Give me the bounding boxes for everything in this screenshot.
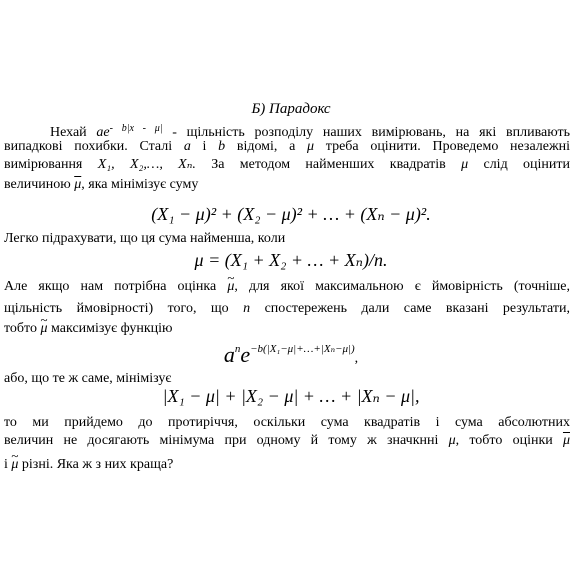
p2-text: , для якої максимальною є ймовірність (точніше, bbox=[234, 279, 571, 294]
p2-text: щільність ймовірності) того, що bbox=[4, 301, 229, 316]
p3-line2 bbox=[4, 432, 570, 450]
p2-text: максимізує функцію bbox=[51, 321, 173, 336]
p2-line1 bbox=[4, 278, 570, 296]
n-symbol: n bbox=[243, 301, 251, 316]
p3-text: , тобто оцінки bbox=[455, 433, 553, 448]
p2-text: тобто bbox=[4, 321, 37, 336]
p1-text: вимірювання bbox=[4, 157, 83, 172]
formula3-comma: , bbox=[354, 351, 359, 366]
p2-text: спостережень дали саме вказані результати, bbox=[264, 301, 571, 316]
mu-tilde-symbol: ~ μ bbox=[41, 320, 48, 338]
p1-line4 bbox=[4, 176, 582, 194]
formula-sum-squares: (X₁ − μ)² + (X₂ − μ)² + … + (Xₙ − μ)². bbox=[151, 204, 431, 224]
p1-line2 bbox=[4, 138, 570, 156]
formula-likelihood bbox=[0, 340, 582, 368]
p1-line3 bbox=[4, 156, 570, 174]
mu-bar-symbol: $\overline{\mu}$ bbox=[74, 177, 82, 192]
formula3-exponent: −b(|X₁−μ|+…+|Xₙ−μ|) bbox=[250, 343, 355, 355]
formula3-e: e bbox=[240, 342, 251, 367]
p2-line3 bbox=[4, 320, 582, 338]
p2-line2 bbox=[4, 300, 570, 318]
measurement-vars: X₁, X₂,…, Xₙ. bbox=[97, 157, 196, 172]
p3-line1: то ми прийдемо до протиріччя, оскільки сума квадратів і сума абсолютних bbox=[4, 415, 570, 430]
formula3-power: n bbox=[234, 343, 241, 355]
mu-tilde-symbol: ~ μ bbox=[11, 456, 18, 474]
p1-text: випадкові похибки. Сталі bbox=[4, 139, 173, 154]
p1-text: відомі, а bbox=[236, 139, 296, 154]
mu-symbol: μ bbox=[307, 139, 315, 154]
formula3-base: a bbox=[223, 342, 235, 367]
formula-mean: μ = (X₁ + X₂ + … + Xₙ)/n. bbox=[194, 250, 388, 270]
p1-text: - щільність розподілу наших вимірювань, на які впливають bbox=[162, 125, 570, 140]
const-b: b bbox=[218, 139, 226, 154]
p1-text: величиною bbox=[4, 177, 71, 192]
p3-line3 bbox=[4, 456, 582, 474]
p1-text: слід оцінити bbox=[483, 157, 570, 172]
section-heading: Б) Парадокс bbox=[251, 101, 331, 117]
p3-text: величин не досягають мінімума при одному й тому ж значкнні bbox=[4, 433, 439, 448]
formula-abs-sum: |X₁ − μ| + |X₂ − μ| + … + |Xₙ − μ|, bbox=[162, 386, 420, 406]
p1-text: треба оцінити. Проведемо незалежні bbox=[325, 139, 571, 154]
density-exponent: - b|x - μ| bbox=[109, 123, 163, 134]
line-or: або, що те ж саме, мінімізує bbox=[4, 371, 172, 386]
density-function: ae bbox=[96, 125, 110, 140]
p1-text: Нехай bbox=[50, 125, 97, 140]
p2-text: Але якщо нам потрібна оцінка bbox=[4, 279, 217, 294]
p1-text: За методом найменших квадратів bbox=[211, 157, 446, 172]
p1-text: і bbox=[202, 139, 207, 154]
p3-text: і bbox=[4, 457, 8, 472]
p3-text: різні. Яка ж з них краща? bbox=[21, 457, 174, 472]
line-easy: Легко підрахувати, що ця сума найменша, коли bbox=[4, 231, 286, 246]
p1-text: , яка мінімізує суму bbox=[81, 177, 199, 192]
mu-tilde-symbol: ~ μ bbox=[227, 278, 234, 296]
const-a: a bbox=[183, 139, 191, 154]
mu-symbol: μ bbox=[448, 433, 456, 448]
mu-bar-symbol: $\overline{\mu}$ bbox=[562, 433, 570, 448]
mu-symbol: μ bbox=[461, 157, 469, 172]
